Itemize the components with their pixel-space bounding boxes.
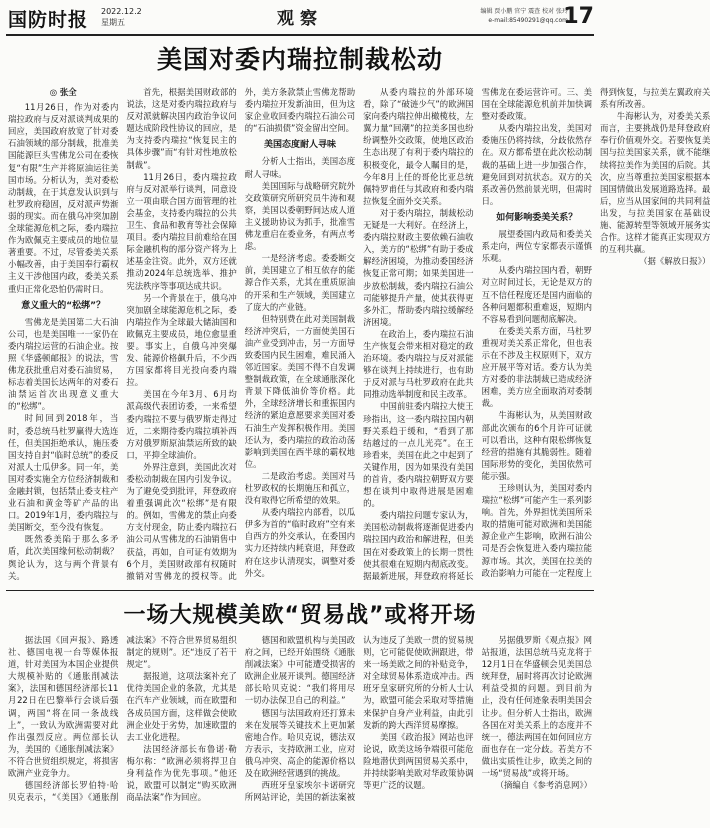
article1-paragraph: 既然委美陷于那么多矛盾，此次美国缘何松动制裁？舆论认为，这与两个背景有关。 (8, 534, 119, 581)
article2-source: （摘编自《参考消息网》） (495, 780, 592, 791)
article1-paragraph: 中国前驻委内瑞拉大使王珍指出，这一委内瑞拉国内朝野关系趋于缓和，“看到了那结越过的一点儿光亮”。在王珍看来，美国在此之中起到了关键作用，因为如果没有美国的首肯，委内瑞拉朝野双方要想在谈判中取得进展是困难的。 (363, 401, 474, 509)
article1-paragraph: 一是经济考虑。委委断交前，美国建立了相互依存的能源合作关系，尤其在重质原油的开采和生产领域，美国建立了庞大的产业链。 (244, 253, 356, 312)
article2-paragraph: 西班牙皇家埃尔卡诺研究所网站评论，美国的新法案被认为违反了美欧一贯的贸易规则，它可能促使欧洲跟进，带来一场美欧之间的补贴竞争，对全球贸易体系造成冲击。西班牙皇家研究所的分析人士认为，欧盟可能会采取对等措施来保护自身产业利益，由此引发新的跨大西洋贸易摩擦。 (244, 635, 474, 803)
article2-paragraph: 德国经济部长罗伯特·哈贝克表示，“《美国》《通胀削减法案》不符合世界贸易组织制定的规则”。还“违反了若干规定”。 (8, 635, 237, 803)
article2-paragraph: 美国《政治报》网站也评论说，欧美这场争端很可能危险地潜伏到两国贸易关系中，并持续影响美欧对华政策协调等更广泛的议题。 (363, 731, 474, 791)
article2-headline: 一场大规模美欧“贸易战”或将开场 (123, 603, 477, 628)
editor-email: e-mail:85490291@qq.com (488, 17, 568, 24)
article2-paragraph: 据法国《回声报》、路透社、德国电视一台等媒体报道，针对美国为本国企业提供大规模补贴的《通胀削减法案》，法国和德国经济部长11月22日在巴黎举行会谈后强调，两国“将在同一条战线上”，一致认为欧洲需要对此作出强烈反应。两位部长认为，美国的《通胀削减法案》不符合世贸组织规定，将损害欧洲产业竞争力。 (8, 635, 119, 779)
article1-byline: ◎ 张全 (49, 87, 77, 97)
article2-paragraph: 据报道，这项法案补充了优待美国企业的条款，尤其是在汽车产业领域，而在欧盟和各成员国方面，这样做会使欧洲企业处于劣势，加速欧盟的去工业化进程。 (126, 671, 237, 742)
article1-paragraph: 在委美关系方面，马杜罗重视对美关系正常化，但也表示在不涉及主权原则下，双方应开展平等对话。委方认为美方对委的非法制裁已造成经济困难，美方应全面取消对委制裁。 (481, 325, 592, 409)
editor-names: 编辑 贾小鹏 官宁 震查 校对 张玲 (480, 8, 568, 15)
date-text: 2022.12.2 (101, 7, 142, 16)
article2-paragraph: 法国经济部长布鲁诺·勒梅尔称：“欧洲必须将捍卫自身利益作为优先事项。”他还说，欧盟可以制定“购买欧洲商品法案”作为回应。 (126, 743, 237, 803)
page-number: 17 (563, 4, 594, 29)
article2-paragraph: 德国和欧盟机构与美国政府之间，已经开始围绕《通胀削减法案》中可能遭受损害的欧洲企业展开谈判。德国经济部长哈贝克说：“我们将用尽一切办法保卫自己的利益。” (244, 635, 356, 706)
newspaper-logo: 国防时报 (8, 9, 89, 31)
article1-paragraph: 外界注意到，美国此次对委松动制裁在国内引发争议。为了避免受到批评，拜登政府着重强调此次“松绑”是有限的。例如，雪佛龙的禁止向委方支付现金，防止委内瑞拉石油公司从雪佛龙的石油销售中获益，再如，自可证有效期为6个月，美国财政部有权随时撤销对雪佛龙的授权等。此外，美方条款禁止雪佛龙帮助委内瑞拉开发新油田，但为这家企业收回委内瑞拉石油公司的“石油损债”资金留出空间。 (126, 87, 356, 581)
article1-paragraph: 从委内瑞拉的外部环境看，除了“破涟少气”的欧洲国家向委内瑞拉伸出橄榄枝，左翼力量“回潮”的拉美多国也纷纷调整外交政策，使地区政治生态出现了有利于委内瑞拉的积极变化，最令人瞩目的是，今年8月上任的哥伦比亚总统佩特罗甫任与其政府和委内瑞拉恢复全面外交关系。 (363, 87, 474, 206)
article-divider (6, 590, 594, 591)
article1-paragraph: 11月26日，委内瑞拉政府与反对派举行谈判，同意设立一项由联合国方面管理的社会基金，支持委内瑞拉的公共卫生、食品和教育等社会保障项目。委内瑞拉目前难给在国际金融机构的部分资产将为上述基金注资。此外，双方还就推动2024年总统选举、推护宪法秩序等事项达成共识。 (126, 171, 237, 291)
article1-headline: 美国对委内瑞拉制裁松动 (156, 45, 443, 74)
article1-paragraph: 但特别费在此对美国制裁经济冲突后，一方面使美国石油产业受到冲击，另一方面导致委国内民生困难，难民涌入邻近国家。美国不得不自发调整制裁政策，在全球通胀深化背景下降低油价等价格。此外，全球经济增长和重振国内经济的紧迫意愿要求美国对委石油生产发挥积极作用。美国还认为，委内瑞拉的政治动荡影响到美国在西半球的霸权地位。 (244, 313, 356, 469)
article1-source: （据《解放日报》） (639, 256, 710, 267)
article1-paragraph: 从委内瑞拉出发，美国对委施压仍将持续，分歧依然存在。双方都希望在此次松动制裁的基础上进一步加强合作，避免回到对抗状态。双方的关系改善仍然前景光明，但需时日。 (481, 123, 592, 206)
article1-body (8, 86, 710, 584)
section-title: 观察 (277, 9, 323, 29)
article1-paragraph: 牛海彬认为，对委美关系而言，主要挑战仍是拜登政府奉行价值观外交。若要恢复美国与拉美国家关系，就不能继续将拉美作为美国的后院。其次，应当尊重拉美国家根据本国国情做出发展道路选择。最后，应当从国家间的共同利益出发，与拉美国家在基础设施、能源转型等领域开展务实合作。这样才能真正实现双方的互利共赢。 (599, 111, 710, 255)
header-rule (6, 34, 594, 36)
article1-paragraph: 从委内瑞拉内部看，以瓜伊多为首的“临时政府”空有来自西方的外交承认，在委国内实力还持续内耗衰退，拜登政府在这步认清现实，调整对委外交。 (244, 507, 356, 578)
article1-paragraph: 牛海彬认为，从美国财政部此次颁布的6个月许可证就可以看出，这种有限松绑恢复经营的措施有其脆弱性。随着国际形势的变化，美国依然可能示强。 (481, 410, 592, 481)
article1-paragraph: 展望委国内政局和委美关系走向，两位专家都表示谨慎乐观。 (481, 229, 592, 264)
article1-paragraph: 委内瑞拉问题专家认为，美国松动制裁将逐渐促进委内瑞拉国内政治和解进程，但美国在对委政策上的长期一贯性使其很难在短期内彻底改变。据最新进展，拜登政府将延长雪佛龙在委运营许可。三、美国在全球能源危机前并加快调整对委政策。 (363, 87, 592, 581)
article1-paragraph: 11月26日，作为对委内瑞拉政府与反对派谈判成果的回应，美国政府放宽了针对委石油领域的部分制裁，批准美国能源巨头雪佛龙公司在委恢复“有限”生产并将原油运往美国市场。分析认为，美对委松动制裁，在于其意发认识到与杜罗政府稳固，反对派声势渐弱的现实。而在俄乌冲突加剧全球能源危机之际，委内瑞拉作为欧佩克主要成员的地位显著重要。不过，尽管委美关系小幅改善，由于美国奉行霸权主义干涉他国内政，委美关系重归正常化恐怕仍需时日。 (8, 102, 119, 294)
article2-body (8, 634, 592, 824)
article1-subhead: 如何影响委美关系？ (496, 212, 578, 223)
article1-paragraph: 雪佛龙是美国第二大石油公司，也是美国唯一一家仍在委内瑞拉运营的石油企业。按照《华盛顿邮报》的说法，雪佛龙获批重启对委石油贸易，标志着美国长达两年的对委石油禁运首次出现意义重大的“松绑”。 (8, 316, 119, 412)
weekday-text: 星期五 (101, 18, 125, 27)
article1-paragraph: 时间回到2018年，当时，委总统马杜罗赢得大选连任，但美国拒绝承认，施压委国支持自封“临时总统”的委反对派人士瓜伊多。同一年，美国对委实施全方位经济制裁和金融封锁，包括禁止委支柱产业石油和黄金等矿产品的出口。2019年1月，委内瑞拉与美国断交，至今没有恢复。 (8, 413, 119, 533)
article1-paragraph: 王珍则认为，美国对委内瑞拉“松绑”可能产生一系列影响。首先，外界担忧美国所采取的措施可能对欧洲和美国能源企业产生影响，欧洲石油公司是否会恢复进入委内瑞拉能源市场。其次，美国在拉美的政治影响力可能在一定程度上得到恢复，与拉美左翼政府关系有所改善。 (481, 87, 710, 578)
article1-subhead: 美国态度耐人寻味 (263, 140, 336, 151)
article1-paragraph: 首先，根据美国财政部的说法，这是对委内瑞拉政府与反对派就解决国内政治争议问题达成阶段性协议的回应，是为支持委内瑞拉“恢复民主的具体步骤”而“有针对性地放松制裁”。 (126, 87, 237, 170)
article1-paragraph: 美国国际与战略研究院外交政策研究所研究员牛涛和观察，美国以委朝野间达成人道主义援助协议为抓手，批准雪佛龙重启在委业务，有两点考虑。 (244, 180, 356, 252)
article2-paragraph: 德国与法国政府还打算未来在发展等关键技术上更加紧密地合作。哈贝克说，德法双方表示，支持欧洲工业，应对俄乌冲突、高企的能源价格以及在欧洲经营遇到的挑战。 (244, 707, 356, 779)
article1-paragraph: 从委内瑞拉国内看，朝野对立时间过长，无论是双方的互不信任程度还是国内面临的各种问题都积重难返，短期内不容易看到问题彻底解决。 (481, 265, 592, 324)
masthead (6, 4, 594, 34)
editor-info (480, 7, 568, 25)
article1-paragraph: 美国在今年3月、6月均派高级代表团访委，一来希望委内瑞拉不要与俄罗斯走得过近，二来期待委内瑞拉填补西方对俄罗斯原油禁运所致的缺口，平抑全球油价。 (126, 389, 237, 460)
article1-paragraph: 在政治上，委内瑞拉石油生产恢复会带来相对稳定的政治环境。委内瑞拉与反对派能够在谈判上持续进行，也有助于反对派与马杜罗政府在此共同推动选举制度和民主改革。 (363, 328, 474, 400)
article1-paragraph: 另一个背景在于，俄乌冲突加剧全球能源危机之际，委内瑞拉作为全球最大储油国和欧佩克主要成员，地位愈显重要。事实上，自俄乌冲突爆发、能源价格飙升后，不少西方国家都将目光投向委内瑞拉。 (126, 292, 237, 388)
article1-paragraph: 分析人士指出，美国态度耐人寻味。 (244, 156, 356, 179)
article1-paragraph: 二是政治考虑。美国对马杜罗政权的长期施压和孤立，没有取得它所希望的效果。 (244, 470, 356, 506)
article1-subhead: 意义重大的“松绑”？ (21, 300, 106, 311)
article2-paragraph: 另据俄罗斯《观点报》网站报道，法国总统马克龙将于12月1日在华盛顿会见美国总统拜登，届时将再次讨论欧洲利益受损的问题。到目前为止，没有任何迹象表明美国会让步。但分析人士指出，欧洲各国在对美关系上的态度并不统一，德法两国在如何回应方面也存在一定分歧。若美方不做出实质性让步，欧美之间的一场“贸易战”或将开场。 (481, 635, 592, 779)
article1-paragraph: 对于委内瑞拉，制裁松动无疑是一大利好。在经济上，委内瑞拉财政主要依赖石油收入，美方的“松绑”有助于委成解经济困境，为推动委国经济恢复正常可期；如果美国进一步放松制裁，委内瑞拉石油公司能够提升产量，使其获得更多外汇，帮助委内瑞拉缓解经济困境。 (363, 207, 474, 327)
